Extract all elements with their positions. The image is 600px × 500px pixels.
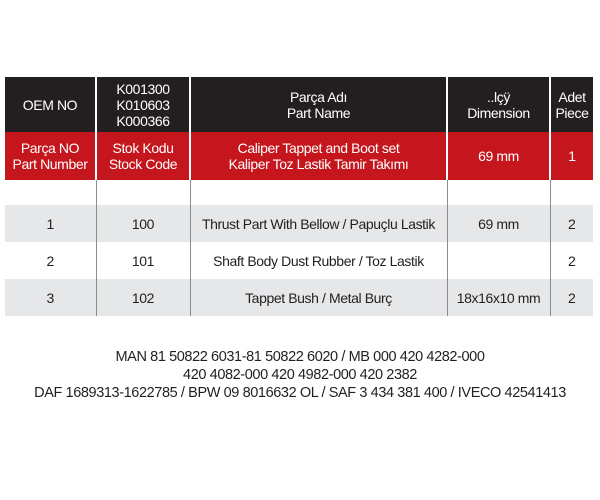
cell-dimension: 18x16x10 mm [447,279,550,316]
subheader-piece: 1 [550,132,593,180]
subheader-stock-code-en: Stock Code [108,156,178,172]
table-row [5,205,593,242]
header-stock-codes [96,77,190,132]
subheader-dimension: 69 mm [447,132,550,180]
header-oem-no: OEM NO [5,77,96,132]
cell-part-name: Tappet Bush / Metal Burç [190,279,447,316]
cell-stock-code: 101 [96,242,190,279]
cell-part-name: Shaft Body Dust Rubber / Toz Lastik [190,242,447,279]
stock-code-1: K001300 [116,80,170,97]
reference-line: MAN 81 50822 6031-81 50822 6020 / MB 000 420 4282-000 [115,349,485,365]
parts-table [5,77,593,316]
subheader-part-no-en: Part Number [12,156,88,172]
header-piece [550,77,593,132]
set-name-tr: Kaliper Toz Lastik Tamir Takımı [228,156,409,172]
cell-part-number: 1 [5,205,96,242]
header-piece-en: Piece [555,104,589,121]
cell-dimension [447,242,550,279]
table-row [5,242,593,279]
header-dimension-tr: ..lçÿ [487,88,510,105]
cell-piece: 2 [550,279,593,316]
subheader-stock-code-tr: Stok Kodu [112,140,174,156]
header-piece-tr: Adet [558,88,586,105]
cell-stock-code: 102 [96,279,190,316]
table-header-row [5,77,593,132]
header-part-name-en: Part Name [286,104,351,121]
cell-part-number: 3 [5,279,96,316]
set-name-en: Caliper Tappet and Boot set [237,140,400,156]
cell-piece: 2 [550,242,593,279]
subheader-set-name [190,132,447,180]
spacer-row [5,180,593,205]
subheader-part-no-tr: Parça NO [20,140,80,156]
cell-part-number: 2 [5,242,96,279]
cell-part-name: Thrust Part With Bellow / Papuçlu Lastik [190,205,447,242]
header-part-name-tr: Parça Adı [289,88,348,105]
cell-piece: 2 [550,205,593,242]
cell-stock-code: 100 [96,205,190,242]
header-part-name [190,77,447,132]
reference-line: 420 4082-000 420 4982-000 420 2382 [183,367,417,383]
header-dimension [447,77,550,132]
oem-references [0,348,600,402]
cell-dimension: 69 mm [447,205,550,242]
subheader-stock-code [96,132,190,180]
stock-code-2: K010603 [116,96,170,113]
stock-code-3: K000366 [116,112,170,129]
set-summary-row [5,132,593,180]
reference-line: DAF 1689313-1622785 / BPW 09 8016632 OL / SAF 3 434 381 400 / IVECO 42541413 [34,385,566,401]
table-row [5,279,593,316]
subheader-part-number [5,132,96,180]
header-dimension-en: Dimension [467,104,530,121]
